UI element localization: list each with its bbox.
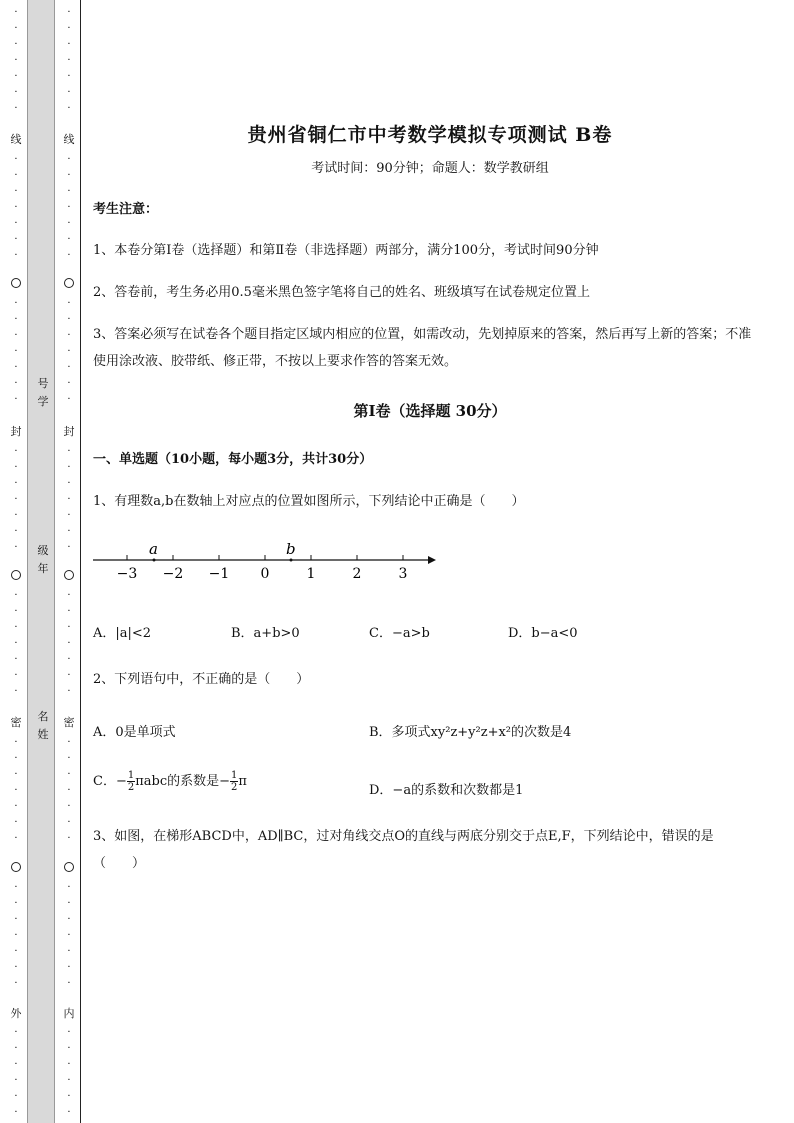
binding-mark-secret: 密 [63,716,75,729]
axis-arrow-icon [428,556,436,564]
number-line-tick-label: 0 [260,566,270,582]
dotted-line: · · · · · · · [67,882,71,989]
left-binding-column [9,0,23,1123]
number-line-figure [90,538,440,588]
binding-circle [11,862,21,872]
tick-group [117,555,408,582]
point-b [290,559,293,562]
dotted-line: · · · · · · · [67,7,71,114]
dotted-line: · · · · · · · [14,446,18,553]
notice-item-3: 3、答案必须写在试卷各个题目指定区域内相应的位置，如需改动，先划掉原来的答案，然后再写上新的答案；不准使用涂改液、胶带纸、修正带，不按以上要求作答的答案无效。 [93,327,752,369]
q2-option-d[interactable]: D．−a的系数和次数都是1 [369,783,524,798]
point-b-label: b [286,540,296,558]
q1-option-a[interactable]: A．|a|<2 [93,626,152,641]
binding-border-line [80,0,81,1123]
question-3-stem: 3、如图，在梯形ABCD中，AD∥BC，过对角线交点O的直线与两底分别交于点E,F，下列结论中，错误的是（ ） [93,829,714,871]
dotted-line: · · · · · · · [67,590,71,697]
dotted-line: · · · · · · · [14,154,18,261]
binding-circle [11,570,21,580]
dotted-line: · · · · · · · [67,446,71,553]
group-title: 一、单选题（10小题，每小题3分，共计30分） [93,452,373,467]
binding-mark-line: 线 [10,133,22,146]
number-line-tick-label: −2 [162,566,184,582]
binding-circle [64,278,74,288]
q2-option-c-prefix: C．− [93,774,127,789]
fraction [127,770,135,793]
dotted-line: · · · · · · · [14,298,18,405]
q1-option-b[interactable]: B．a+b>0 [231,626,300,641]
dotted-line: · · · · · · · [67,298,71,405]
dotted-line: · · · · · · · [14,590,18,697]
binding-mark-seal: 封 [63,425,75,438]
q1-option-d[interactable]: D．b−a<0 [508,626,578,641]
dotted-line: · · · · · · · [67,154,71,261]
dotted-line: · · · · · · · [14,7,18,114]
number-line-tick-label: 1 [306,566,316,582]
fraction-denominator: 2 [231,782,238,793]
binding-mark-outer: 外 [10,1007,22,1020]
q2-option-a[interactable]: A．0是单项式 [93,725,176,740]
dotted-line: · · · · · · · [14,882,18,989]
question-1-stem: 1、有理数a,b在数轴上对应点的位置如图所示，下列结论中正确是（ ） [93,494,525,509]
student-id-field-label: 号学 [37,377,49,408]
number-line-tick-label: −3 [116,566,138,582]
fraction-denominator: 2 [127,782,135,793]
binding-circle [11,278,21,288]
class-field-label: 级年 [37,544,49,575]
number-line-tick-label: −1 [208,566,230,582]
q2-option-c-end: π [238,774,247,789]
notice-heading: 考生注意： [93,202,159,217]
question-2-stem: 2、下列语句中，不正确的是（ ） [93,672,310,687]
q2-option-c[interactable] [93,770,247,793]
dotted-line: · · · · · · [67,1027,71,1118]
fraction-numerator: 1 [127,770,135,781]
binding-mark-line: 线 [63,133,75,146]
exam-title: 贵州省铜仁市中考数学模拟专项测试 B卷 [247,124,613,146]
binding-circle [64,862,74,872]
dotted-line: · · · · · · · [14,737,18,844]
section-title: 第I卷（选择题 30分） [353,402,507,420]
number-line-tick-label: 2 [352,566,362,582]
fraction-numerator: 1 [231,770,238,781]
binding-circle [64,570,74,580]
binding-mark-inner: 内 [63,1007,75,1020]
point-a-label: a [149,540,158,558]
dotted-line: · · · · · · [14,1027,18,1118]
binding-mark-secret: 密 [10,716,22,729]
notice-item-2: 2、答卷前，考生务必用0.5毫米黑色签字笔将自己的姓名、班级填写在试卷规定位置上 [93,285,590,300]
right-binding-column [62,0,76,1123]
binding-mark-seal: 封 [10,425,22,438]
number-line-tick-label: 3 [398,566,408,582]
point-a [153,559,156,562]
exam-subtitle: 考试时间：90分钟；命题人：数学教研组 [311,161,549,176]
notice-item-1: 1、本卷分第I卷（选择题）和第Ⅱ卷（非选择题）两部分，满分100分，考试时间90分钟 [93,243,599,258]
q2-option-b[interactable]: B．多项式xy²z+y²z+x²的次数是4 [369,725,572,740]
dotted-line: · · · · · · · [67,737,71,844]
name-field-label: 名姓 [37,710,49,741]
q2-option-c-middle: πabc的系数是− [135,774,231,789]
q1-option-c[interactable]: C．−a>b [369,626,430,641]
